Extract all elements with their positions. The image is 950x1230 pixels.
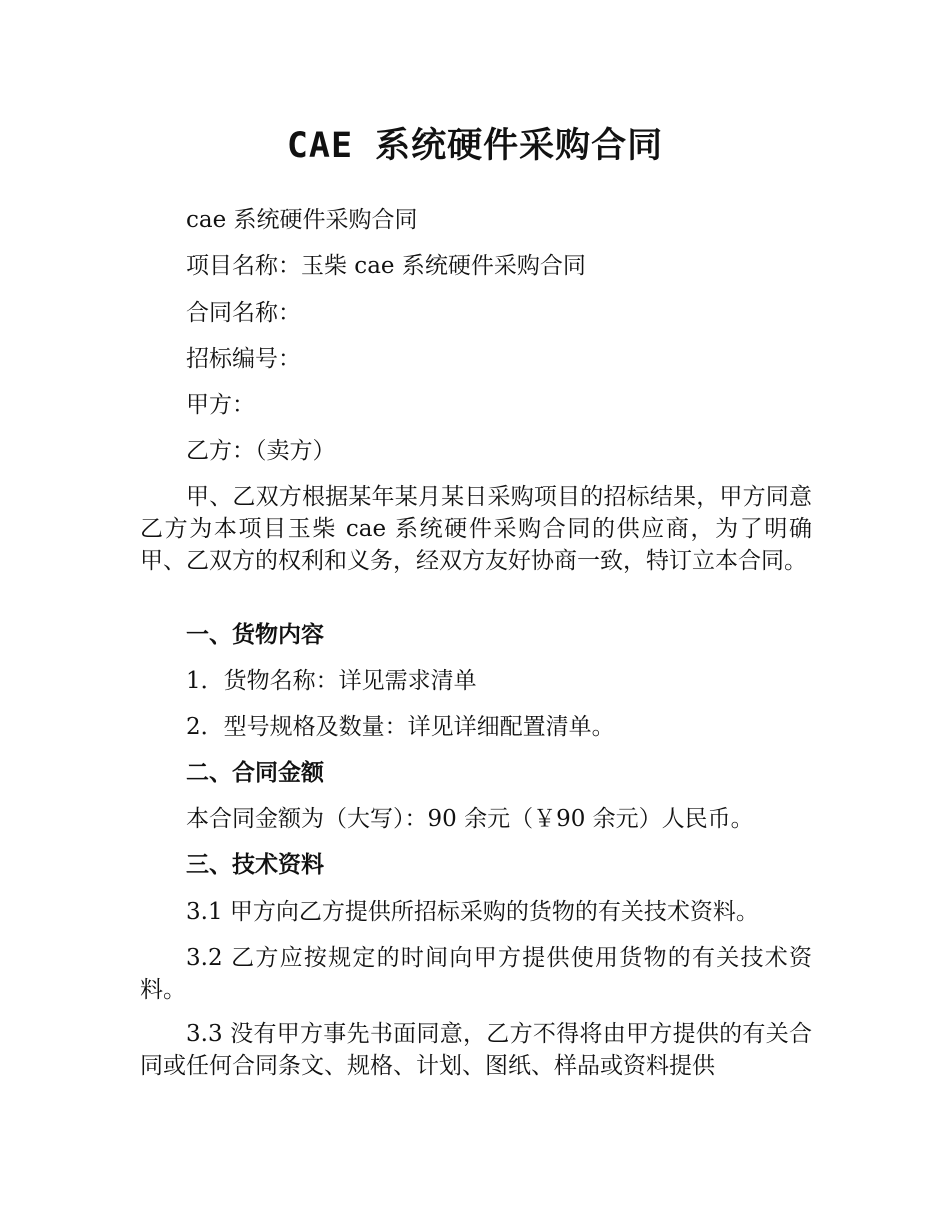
tech-data-item-3-1: 3.1 甲方向乙方提供所招标采购的货物的有关技术资料。 bbox=[186, 899, 759, 925]
contract-name-line: 合同名称： bbox=[186, 300, 301, 326]
section-2-heading: 二、合同金额 bbox=[186, 760, 324, 786]
model-spec-item: 2．型号规格及数量：详见详细配置清单。 bbox=[186, 714, 615, 740]
goods-name-item: 1．货物名称：详见需求清单 bbox=[186, 668, 477, 694]
tech-data-item-3-2: 3.2 乙方应按规定的时间向甲方提供使用货物的有关技术资料。 bbox=[140, 945, 812, 1003]
tender-number-line: 招标编号： bbox=[186, 346, 301, 372]
section-3-heading: 三、技术资料 bbox=[186, 852, 324, 878]
section-1-heading: 一、货物内容 bbox=[186, 622, 324, 648]
document-title: CAE 系统硬件采购合同 bbox=[286, 126, 664, 166]
subtitle-line: cae 系统硬件采购合同 bbox=[186, 207, 418, 233]
party-a-line: 甲方： bbox=[186, 392, 255, 418]
contract-amount-line: 本合同金额为（大写）：90 余元（￥90 余元）人民币。 bbox=[186, 806, 754, 832]
intro-paragraph: 甲、乙双方根据某年某月某日采购项目的招标结果，甲方同意乙方为本项目玉柴 cae 系统硬件采购合同的供应商，为了明确甲、乙双方的权利和义务，经双方友好协商一致，特订立本合同。 bbox=[140, 484, 812, 574]
party-b-line: 乙方：（卖方） bbox=[186, 438, 336, 464]
tech-data-item-3-3: 3.3 没有甲方事先书面同意，乙方不得将由甲方提供的有关合同或任何合同条文、规格、计划、图纸、样品或资料提供 bbox=[140, 1021, 812, 1079]
project-name-line: 项目名称：玉柴 cae 系统硬件采购合同 bbox=[186, 253, 586, 279]
